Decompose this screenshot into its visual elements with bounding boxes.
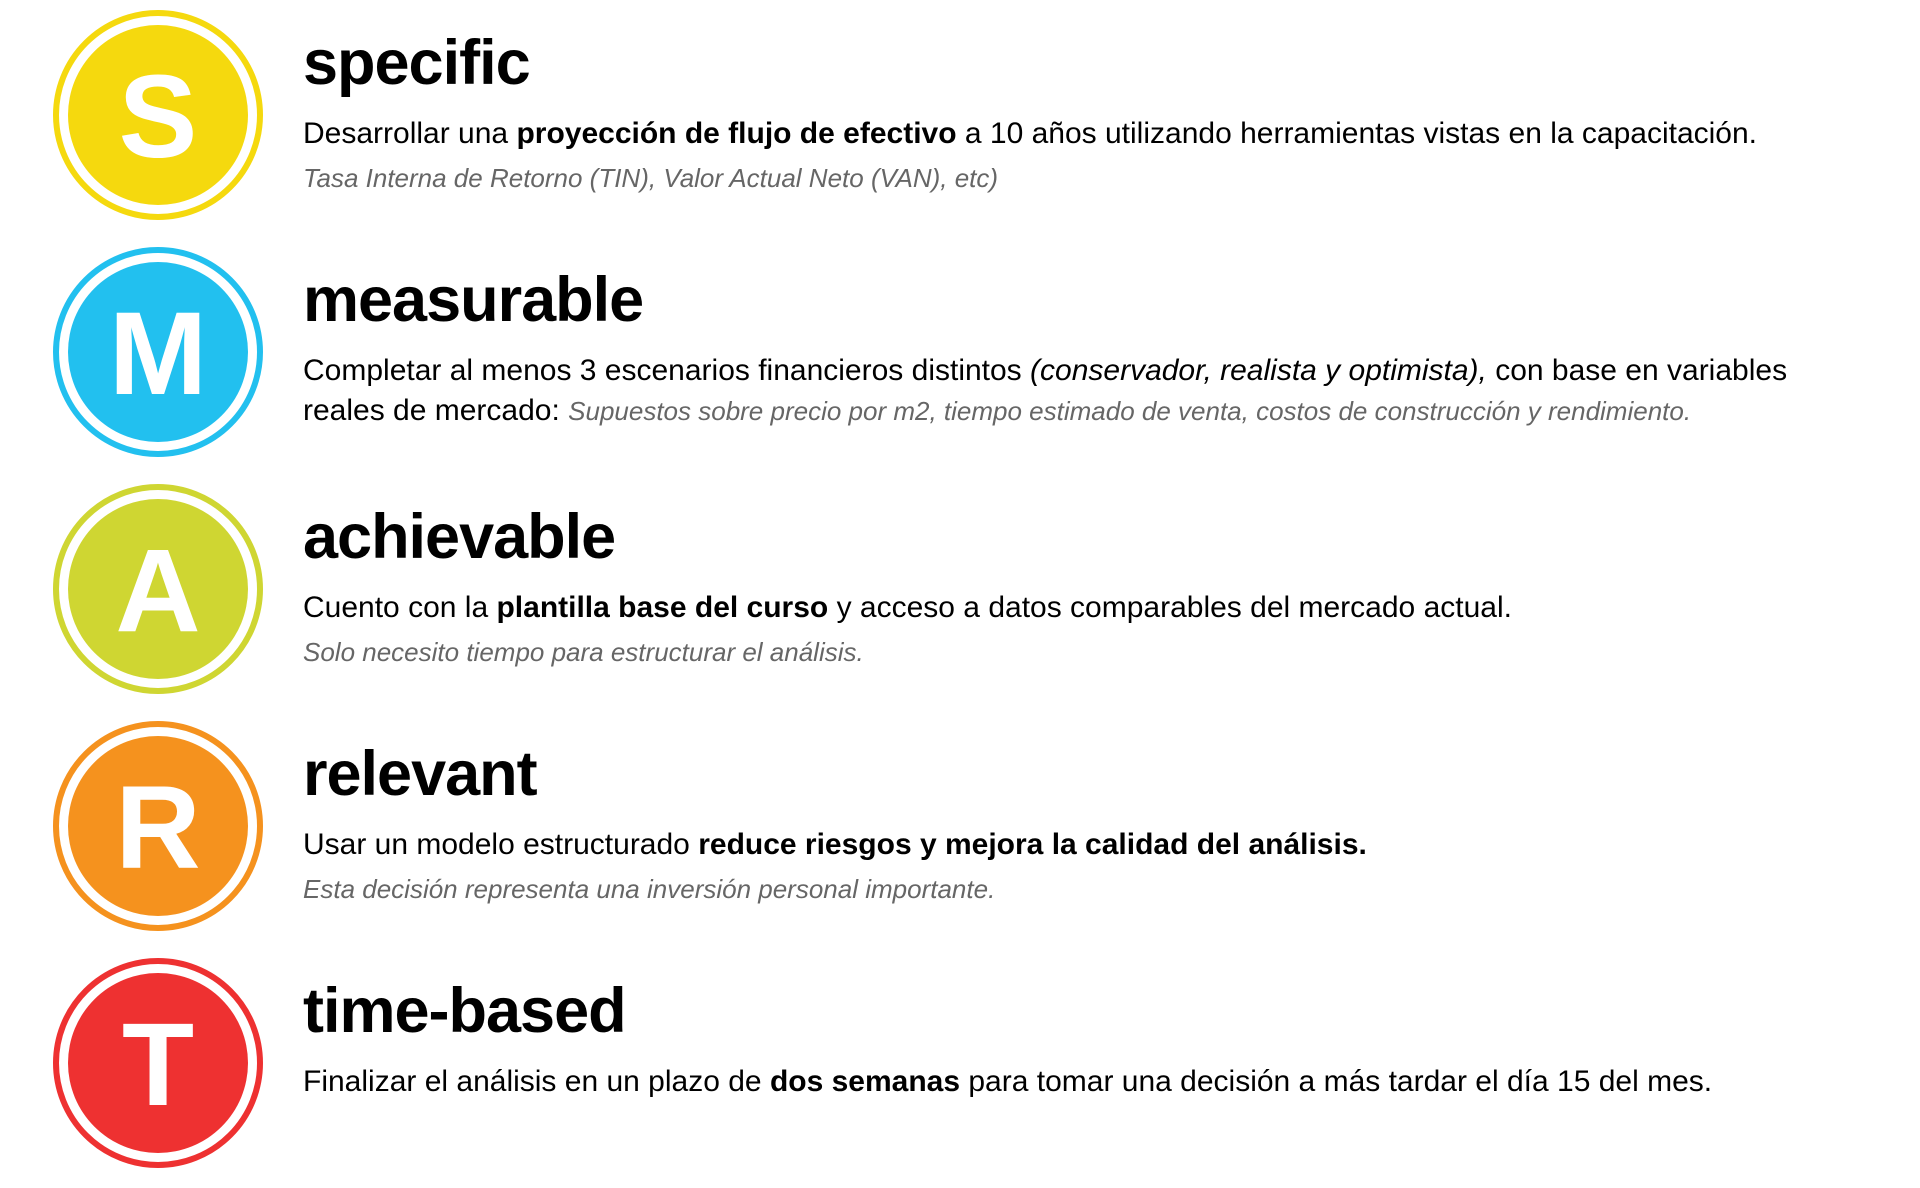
letter-t-badge bbox=[53, 958, 263, 1168]
specific-title: specific bbox=[303, 28, 530, 98]
letter-t: T bbox=[68, 973, 248, 1153]
letter-m: M bbox=[68, 262, 248, 442]
measurable-content bbox=[303, 265, 1910, 431]
achievable-description bbox=[303, 588, 1910, 628]
time-based-text-bold: dos semanas bbox=[769, 1065, 961, 1098]
achievable-text-after: y acceso a datos comparables del mercado actual. bbox=[828, 591, 1512, 624]
time-based-title: time-based bbox=[303, 976, 626, 1046]
specific-text-after: a 10 años utilizando herramientas vistas en la capacitación. bbox=[956, 117, 1758, 150]
letter-r: R bbox=[68, 736, 248, 916]
smart-row-relevant bbox=[0, 721, 1920, 951]
smart-row-time-based bbox=[0, 958, 1920, 1188]
smart-row-achievable bbox=[0, 484, 1920, 714]
time-based-content bbox=[303, 976, 1910, 1102]
specific-text-bold: proyección de flujo de efectivo bbox=[516, 117, 957, 150]
measurable-text-line2: reales de mercado: bbox=[303, 394, 569, 427]
relevant-note: Esta decisión representa una inversión personal importante. bbox=[303, 874, 996, 904]
measurable-description bbox=[303, 351, 1910, 431]
measurable-note: Supuestos sobre precio por m2, tiempo estimado de venta, costos de construcción y rendimiento. bbox=[568, 396, 1692, 426]
achievable-note: Solo necesito tiempo para estructurar el análisis. bbox=[303, 637, 864, 667]
letter-a: A bbox=[68, 499, 248, 679]
measurable-title: measurable bbox=[303, 265, 644, 335]
relevant-description bbox=[303, 825, 1910, 865]
smart-row-specific bbox=[0, 10, 1920, 240]
relevant-text-before: Usar un modelo estructurado bbox=[303, 828, 699, 861]
relevant-content bbox=[303, 739, 1910, 907]
relevant-text-bold: reduce riesgos y mejora la calidad del análisis. bbox=[698, 828, 1367, 861]
specific-note: Tasa Interna de Retorno (TIN), Valor Actual Neto (VAN), etc) bbox=[303, 163, 999, 193]
time-based-text-after: para tomar una decisión a más tardar el día 15 del mes. bbox=[960, 1065, 1713, 1098]
measurable-text-italic: (conservador, realista y optimista), bbox=[1030, 354, 1487, 387]
specific-content bbox=[303, 28, 1910, 196]
letter-m-badge bbox=[53, 247, 263, 457]
measurable-text-after: con base en variables bbox=[1486, 354, 1788, 387]
achievable-text-before: Cuento con la bbox=[303, 591, 497, 624]
smart-row-measurable bbox=[0, 247, 1920, 477]
relevant-title: relevant bbox=[303, 739, 537, 809]
time-based-description bbox=[303, 1062, 1910, 1102]
letter-s-badge bbox=[53, 10, 263, 220]
letter-r-badge bbox=[53, 721, 263, 931]
time-based-text-before: Finalizar el análisis en un plazo de bbox=[303, 1065, 770, 1098]
specific-text-before: Desarrollar una bbox=[303, 117, 517, 150]
achievable-content bbox=[303, 502, 1910, 670]
letter-s: S bbox=[68, 25, 248, 205]
measurable-text-before: Completar al menos 3 escenarios financieros distintos bbox=[303, 354, 1031, 387]
specific-description bbox=[303, 114, 1910, 154]
achievable-title: achievable bbox=[303, 502, 616, 572]
letter-a-badge bbox=[53, 484, 263, 694]
achievable-text-bold: plantilla base del curso bbox=[496, 591, 829, 624]
